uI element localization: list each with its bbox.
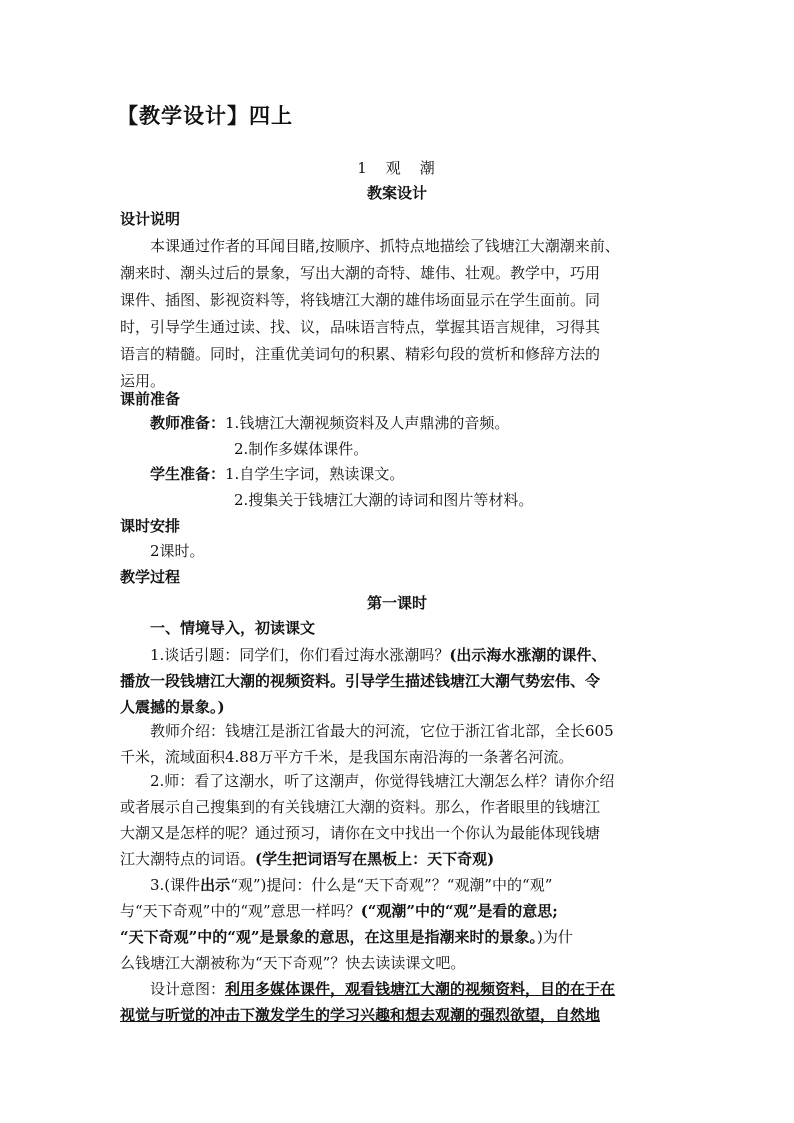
student-prep-label: 学生准备： <box>150 465 226 483</box>
design-notes-line: 运用。 <box>120 372 166 390</box>
student-prep-item: 1.自学生字词，熟读课文。 <box>225 465 405 483</box>
design-notes-line: 语言的精髓。同时，注重优美词句的积累、精彩句段的赏析和修辞方法的 <box>120 345 601 363</box>
teacher-prep-row <box>150 412 509 433</box>
bold-span: (出示海水涨潮的课件、 <box>449 646 607 664</box>
text-span: “观”)提问：什么是“天下奇观”？“观潮”中的“观” <box>230 876 553 894</box>
paragraph-line <box>150 644 606 665</box>
bold-span: “天下奇观”中的“观”是景象的意思，在这里是指潮来时的景象。 <box>120 928 538 946</box>
teacher-prep-item: 1.钱塘江大潮视频资料及人声鼎沸的音频。 <box>225 414 510 432</box>
text-span: 江大潮特点的词语。 <box>120 850 256 868</box>
text-span: )为什 <box>537 928 573 946</box>
paragraph-line: 大潮又是怎样的呢？通过预习，请你在文中找出一个你认为最能体现钱塘 <box>120 824 601 842</box>
lesson-subtitle: 教案设计 <box>366 184 427 202</box>
schedule-text: 2课时。 <box>150 542 205 560</box>
design-notes-line: 时，引导学生通过读、找、议，品味语言特点，掌握其语言规律，习得其 <box>120 318 601 336</box>
teacher-prep-item: 2.制作多媒体课件。 <box>234 440 369 458</box>
bold-span: (“观潮”中的“观”是看的意思; <box>360 902 558 920</box>
paragraph-line <box>120 900 558 921</box>
paragraph-line: 人震撼的景象。) <box>120 698 225 716</box>
part-heading: 一、情境导入，初读课文 <box>150 619 316 637</box>
design-notes-line: 课件、插图、影视资料等，将钱塘江大潮的雄伟场面显示在学生面前。同 <box>120 291 601 309</box>
design-intent-label: 设计意图： <box>150 980 226 998</box>
section-heading-schedule: 课时安排 <box>120 517 181 535</box>
lesson-title: 1 观 潮 <box>357 159 437 177</box>
paragraph-line: 千米，流域面积4.88万平方千米，是我国东南沿海的一条著名河流。 <box>120 748 574 766</box>
bold-span: 出示 <box>200 876 231 894</box>
paragraph-line <box>150 874 552 895</box>
paragraph-line: 2.师：看了这潮水，听了这潮声，你觉得钱塘江大潮怎么样？请你介绍 <box>150 772 615 790</box>
paragraph-line <box>120 848 494 869</box>
lesson-period-heading: 第一课时 <box>366 594 427 612</box>
section-heading-design-notes: 设计说明 <box>120 210 181 228</box>
bold-span: (学生把词语写在黑板上：天下奇观) <box>255 850 495 868</box>
paragraph-line <box>120 926 573 947</box>
student-prep-item: 2.搜集关于钱塘江大潮的诗词和图片等材料。 <box>234 491 534 509</box>
design-notes-line: 潮来时、潮头过后的景象，写出大潮的奇特、雄伟、壮观。教学中，巧用 <box>120 264 601 282</box>
document-title: 【教学设计】四上 <box>117 103 293 128</box>
text-span: 与“天下奇观”中的“观”意思一样吗？ <box>120 902 361 920</box>
text-span: 3.(课件 <box>150 876 201 894</box>
teacher-prep-label: 教师准备： <box>150 414 226 432</box>
section-heading-preparation: 课前准备 <box>120 390 181 408</box>
paragraph-line: 教师介绍：钱塘江是浙江省最大的河流，它位于浙江省北部，全长605 <box>150 722 614 740</box>
paragraph-line: 播放一段钱塘江大潮的视频资料。引导学生描述钱塘江大潮气势宏伟、令 <box>120 672 601 690</box>
section-heading-process: 教学过程 <box>120 568 181 586</box>
paragraph-line: 或者展示自己搜集到的有关钱塘江大潮的资料。那么，作者眼里的钱塘江 <box>120 798 601 816</box>
design-notes-line: 本课通过作者的耳闻目睹,按顺序、抓特点地描绘了钱塘江大潮潮来前、 <box>150 237 620 255</box>
design-intent-line: 视觉与听觉的冲击下激发学生的学习兴趣和想去观潮的强烈欲望，自然地 <box>120 1006 601 1024</box>
underlined-span: 利用多媒体课件，观看钱塘江大潮的视频资料，目的在于在 <box>225 980 616 998</box>
text-span: 1.谈话引题：同学们，你们看过海水涨潮吗？ <box>150 646 450 664</box>
student-prep-row <box>150 463 404 484</box>
design-intent-line <box>150 978 615 999</box>
paragraph-line: 么钱塘江大潮被称为“天下奇观”？快去读读课文吧。 <box>120 954 466 972</box>
